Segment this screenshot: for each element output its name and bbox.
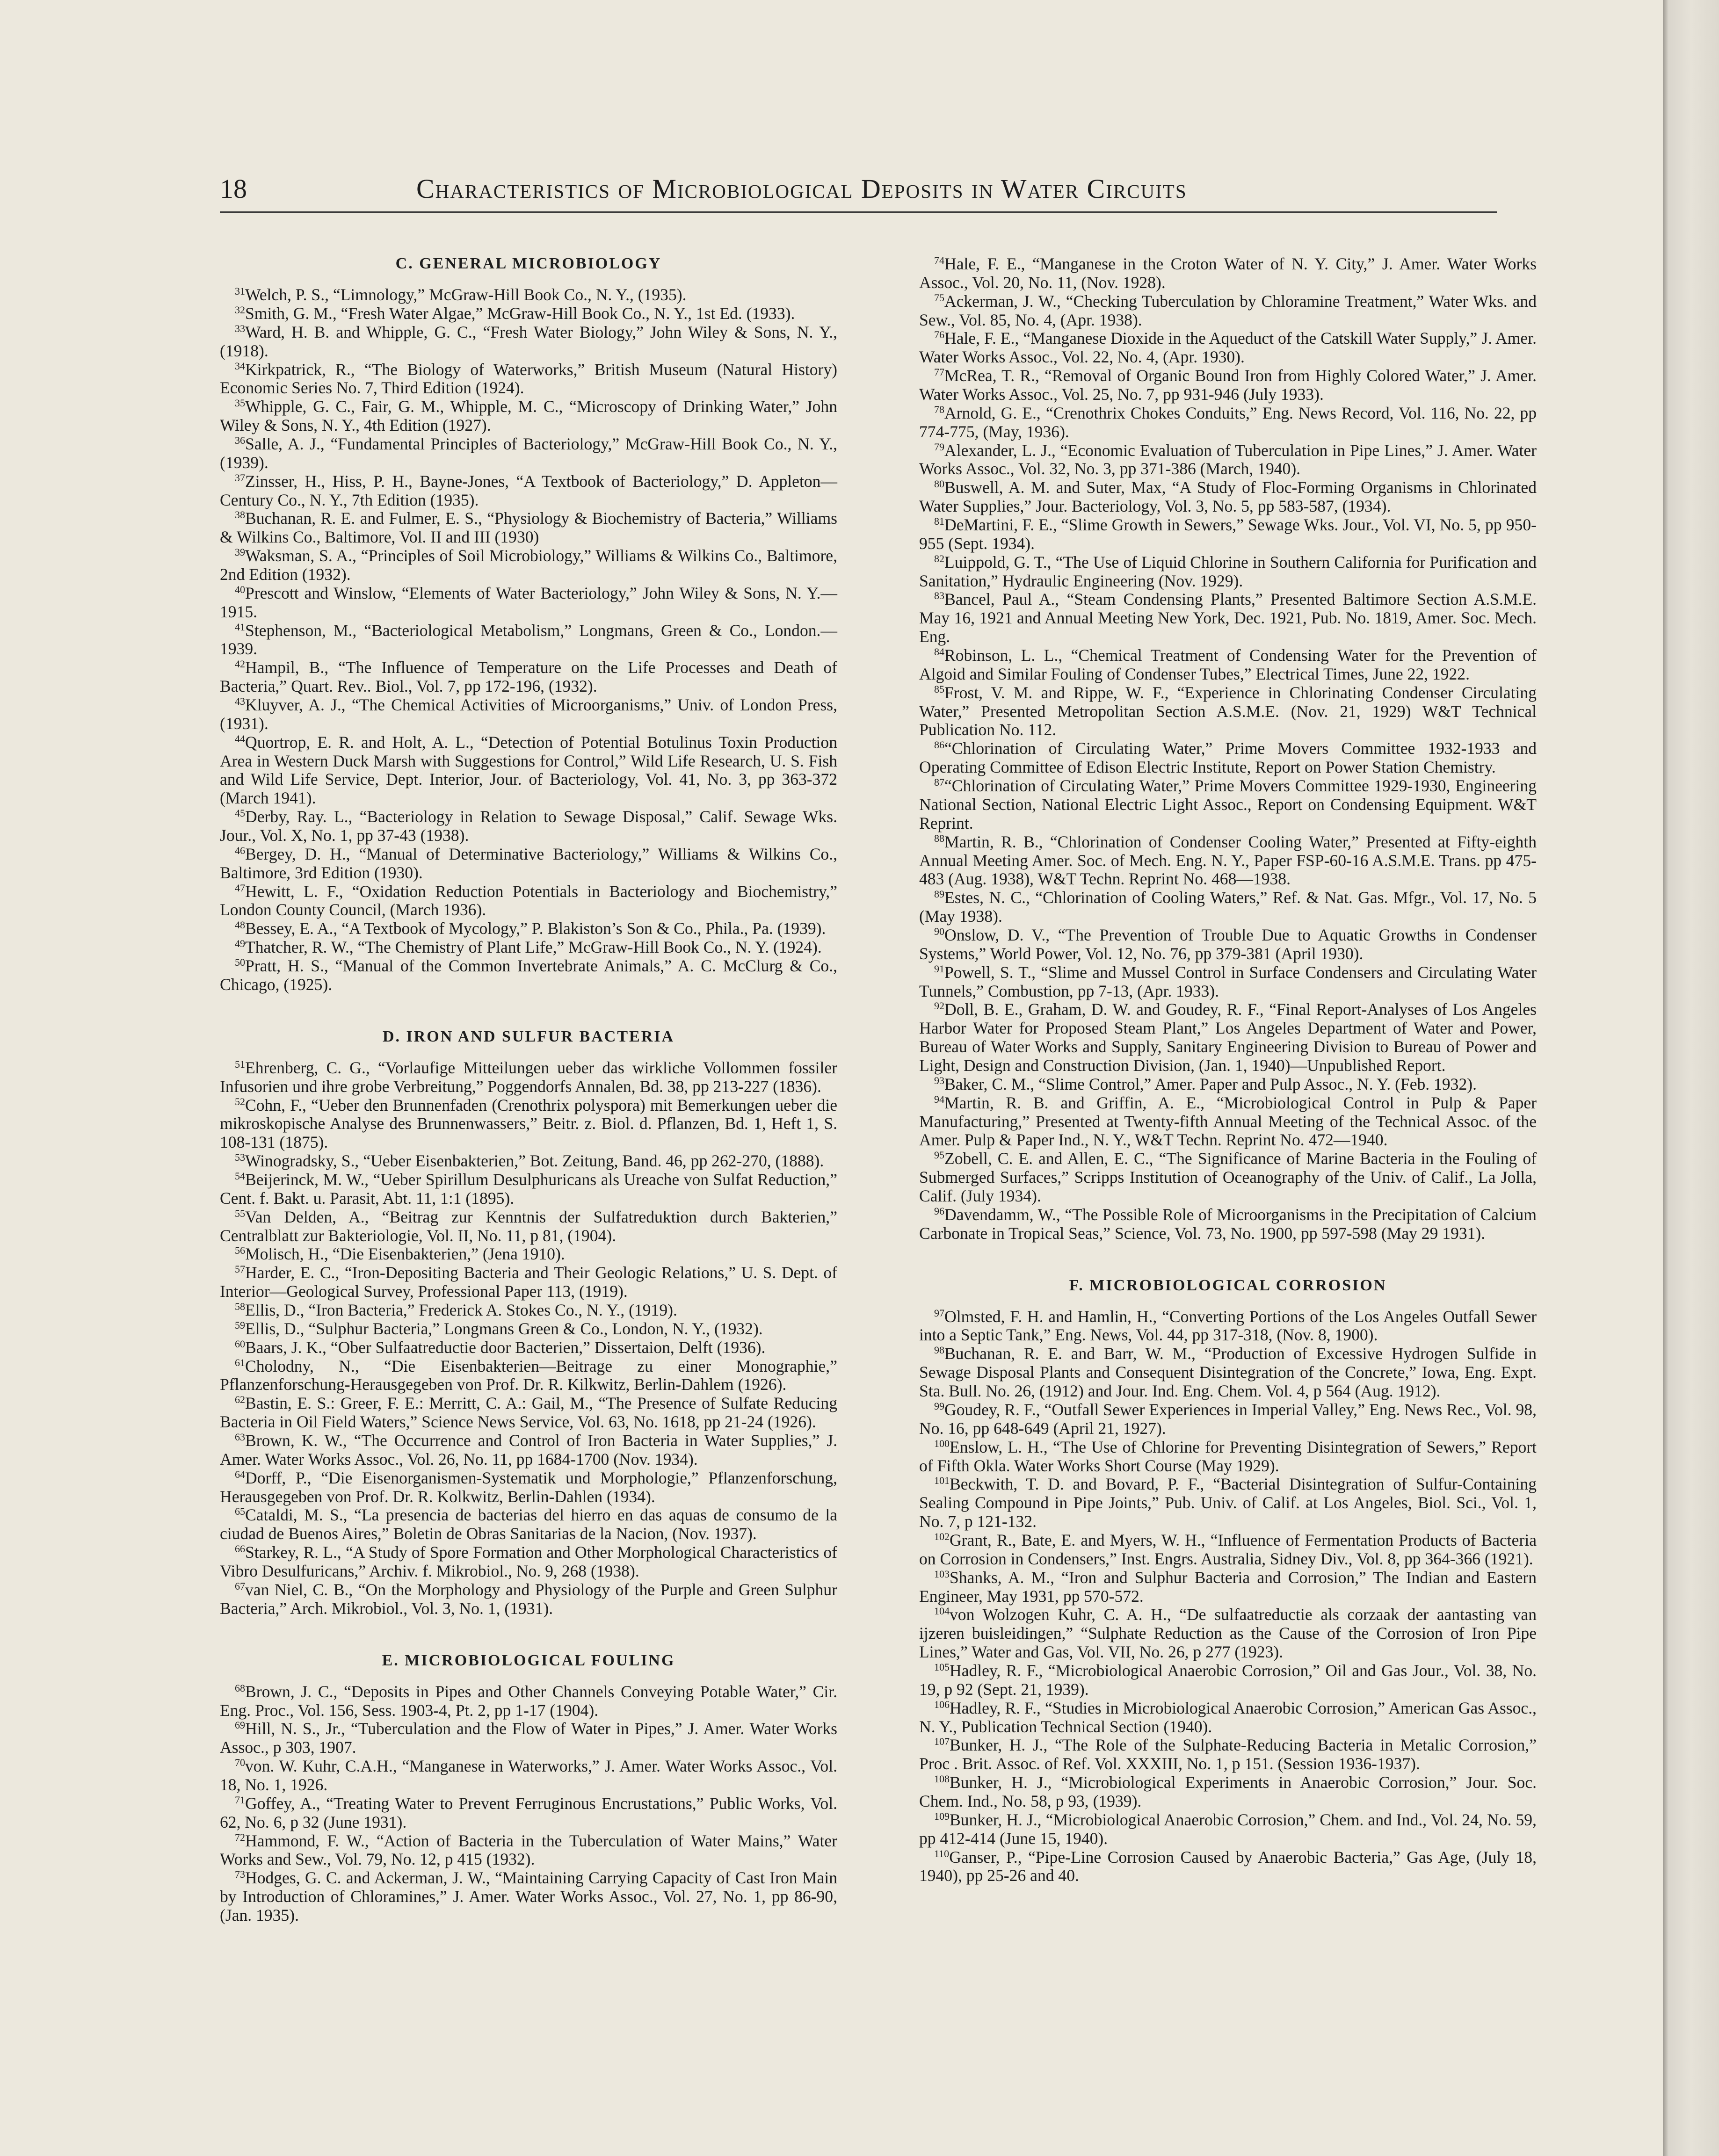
reference-number: 104 [934, 1605, 950, 1617]
reference-text: Hale, F. E., “Manganese Dioxide in the Aqueduct of the Catskill Water Supply,” J. Amer. Water Works Assoc., Vol. 22, No. 4, (Apr. 1930). [919, 329, 1537, 367]
reference-number: 36 [235, 434, 245, 446]
reference-number: 60 [235, 1338, 245, 1350]
reference-entry [919, 441, 1537, 479]
reference-number: 82 [934, 552, 944, 564]
reference-text: Powell, S. T., “Slime and Mussel Control in Surface Condensers and Circulating Water Tunnels,” Combustion, pp 7-13, (Apr. 1933). [919, 962, 1537, 1000]
reference-entry [919, 478, 1537, 516]
reference-text: Bunker, H. J., “Microbiological Anaerobic Corrosion,” Chem. and Ind., Vol. 24, No. 59, pp 412-414 (June 15, 1940). [919, 1810, 1537, 1848]
reference-text: Brown, J. C., “Deposits in Pipes and Other Channels Conveying Potable Water,” Cir. Eng. Proc., Vol. 156, Sess. 1903-4, Pt. 2, pp 1-17 (1904). [220, 1682, 837, 1720]
reference-number: 73 [235, 1868, 245, 1881]
reference-text: van Niel, C. B., “On the Morphology and Physiology of the Purple and Green Sulphur Bacteria,” Arch. Mikrobiol., Vol. 3, No. 1, (1931). [220, 1580, 837, 1618]
reference-number: 62 [235, 1394, 245, 1406]
reference-entry [220, 1320, 837, 1338]
reference-number: 110 [934, 1847, 950, 1859]
reference-number: 103 [934, 1568, 950, 1580]
reference-entry [220, 584, 837, 622]
reference-text: Prescott and Winslow, “Elements of Water Bacteriology,” John Wiley & Sons, N. Y.—1915. [220, 583, 837, 621]
section-title: F. MICROBIOLOGICAL CORROSION [1069, 1276, 1387, 1294]
reference-entry [919, 553, 1537, 591]
reference-number: 76 [934, 329, 944, 341]
reference-text: Bastin, E. S.: Greer, F. E.: Merritt, C. A.: Gail, M., “The Presence of Sulfate Reducing Bacteria in Oil Field Waters,” Science News Service, Vol. 63, No. 1618, pp 21-24 (1926). [220, 1394, 837, 1432]
reference-number: 90 [934, 925, 944, 937]
reference-entry [919, 1531, 1537, 1569]
reference-text: Welch, P. S., “Limnology,” McGraw-Hill Book Co., N. Y., (1935). [245, 285, 687, 304]
reference-number: 59 [235, 1319, 245, 1331]
reference-text: Pratt, H. S., “Manual of the Common Invertebrate Animals,” A. C. McClurg & Co., Chicago, (1925). [220, 956, 837, 994]
reference-text: Grant, R., Bate, E. and Myers, W. H., “Influence of Fermentation Products of Bacteria on Corrosion in Condensers,” Inst. Engrs. Australia, Sidney Div., Vol. 8, pp 364-366 (1921). [919, 1530, 1537, 1568]
reference-entry [919, 777, 1537, 833]
reference-number: 107 [934, 1736, 950, 1748]
reference-number: 32 [235, 304, 245, 316]
reference-text: Ellis, D., “Iron Bacteria,” Frederick A. Stokes Co., N. Y., (1919). [245, 1300, 677, 1319]
reference-number: 99 [934, 1400, 944, 1412]
reference-number: 93 [934, 1074, 944, 1086]
reference-text: Ackerman, J. W., “Checking Tuberculation by Chloramine Treatment,” Water Wks. and Sew., Vol. 85, No. 4, (Apr. 1938). [919, 291, 1537, 329]
reference-text: Frost, V. M. and Rippe, W. F., “Experience in Chlorinating Condenser Circulating Water,” Presented Metropolitan Section A.S.M.E. (Nov. 21, 1929) W&T Technical Publication No. 112. [919, 683, 1537, 739]
reference-text: DeMartini, F. E., “Slime Growth in Sewers,” Sewage Wks. Jour., Vol. VI, No. 5, pp 950-955 (Sept. 1934). [919, 515, 1537, 553]
reference-entry [220, 1301, 837, 1320]
reference-number: 39 [235, 546, 245, 558]
reference-text: Cataldi, M. S., “La presencia de bacterias del hierro en das aquas de consumo de la ciudad de Buenos Aires,” Boletin de Obras Sanitarias de la Nacion, (Nov. 1937). [220, 1505, 837, 1543]
reference-text: Salle, A. J., “Fundamental Principles of Bacteriology,” McGraw-Hill Book Co., N. Y., (1939). [220, 434, 837, 472]
reference-entry [919, 367, 1537, 404]
reference-number: 69 [235, 1719, 245, 1731]
reference-entry [220, 1581, 837, 1618]
reference-text: Cohn, F., “Ueber den Brunnenfaden (Crenothrix polyspora) mit Bemerkungen ueber die mikroskopische Analyse des Brunnenwassers,” Beitr. z. Biol. d. Pflanzen, Bd. 1, Heft 1, S. 108-131 (1875). [220, 1095, 837, 1152]
reference-text: Hadley, R. F., “Microbiological Anaerobic Corrosion,” Oil and Gas Jour., Vol. 38, No. 19, p 92 (Sept. 21, 1939). [919, 1661, 1537, 1699]
reference-entry [919, 889, 1537, 926]
reference-text: Hale, F. E., “Manganese in the Croton Water of N. Y. City,” J. Amer. Water Works Assoc., Vol. 20, No. 11, (Nov. 1928). [919, 254, 1537, 292]
reference-number: 56 [235, 1244, 245, 1257]
page-header [220, 169, 1497, 213]
reference-entry [919, 684, 1537, 740]
reference-number: 71 [235, 1794, 245, 1806]
reference-number: 42 [235, 658, 245, 670]
reference-number: 70 [235, 1757, 245, 1769]
reference-text: Derby, Ray. L., “Bacteriology in Relation to Sewage Disposal,” Calif. Sewage Wks. Jour., Vol. X, No. 1, pp 37-43 (1938). [220, 807, 837, 845]
reference-number: 80 [934, 478, 944, 490]
reference-text: Davendamm, W., “The Possible Role of Microorganisms in the Precipitation of Calcium Carbonate in Tropical Seas,” Science, Vol. 73, No. 1900, pp 597-598 (May 29 1931). [919, 1205, 1537, 1243]
reference-number: 33 [235, 322, 245, 334]
reference-number: 66 [235, 1543, 245, 1555]
reference-number: 84 [934, 646, 944, 658]
reference-text: Hammond, F. W., “Action of Bacteria in the Tuberculation of Water Mains,” Water Works and Sew., Vol. 79, No. 12, p 415 (1932). [220, 1831, 837, 1869]
reference-entry [919, 1699, 1537, 1736]
reference-entry [220, 658, 837, 696]
reference-entry [919, 1345, 1537, 1401]
reference-number: 86 [934, 739, 944, 751]
reference-text: Quortrop, E. R. and Holt, A. L., “Detection of Potential Botulinus Toxin Production Area in Western Duck Marsh with Suggestions for Control,” Wild Life Research, U. S. Fish and Wild Life Service, Dept. Interior, Jour. of Bacteriology, Vol. 41, No. 3, pp 363-372 (March 1941). [220, 732, 837, 808]
reference-entry [919, 1150, 1537, 1206]
reference-number: 88 [934, 832, 944, 844]
reference-text: Hodges, G. C. and Ackerman, J. W., “Maintaining Carrying Capacity of Cast Iron Main by Introduction of Chloramines,” J. Amer. Water Works Assoc., Vol. 27, No. 1, pp 86-90, (Jan. 1935). [220, 1868, 837, 1924]
reference-number: 79 [934, 441, 944, 453]
reference-entry [220, 286, 837, 304]
reference-number: 31 [235, 285, 245, 297]
page-number: 18 [220, 174, 247, 204]
reference-number: 85 [934, 683, 944, 695]
reference-text: Kluyver, A. J., “The Chemical Activities of Microorganisms,” Univ. of London Press, (1931). [220, 695, 837, 733]
reference-entry [220, 622, 837, 659]
reference-entry [919, 1475, 1537, 1531]
reference-entry [919, 926, 1537, 963]
reference-text: Molisch, H., “Die Eisenbakterien,” (Jena 1910). [245, 1244, 565, 1264]
reference-entry [220, 808, 837, 845]
reference-number: 94 [934, 1093, 944, 1105]
reference-text: Kirkpatrick, R., “The Biology of Waterworks,” British Museum (Natural History) Economic Series No. 7, Third Edition (1924). [220, 360, 837, 398]
reference-entry [220, 1506, 837, 1543]
reference-number: 75 [934, 291, 944, 304]
reference-entry [919, 1094, 1537, 1150]
reference-text: Arnold, G. E., “Crenothrix Chokes Conduits,” Eng. News Record, Vol. 116, No. 22, pp 774-775, (May, 1936). [919, 403, 1537, 441]
reference-entry [220, 1469, 837, 1506]
reference-number: 58 [235, 1300, 245, 1312]
reference-number: 63 [235, 1431, 245, 1443]
reference-text: Buchanan, R. E. and Fulmer, E. S., “Physiology & Biochemistry of Bacteria,” Williams & Wilkins Co., Baltimore, Vol. II and III (1930) [220, 509, 837, 547]
reference-text: Whipple, G. C., Fair, G. M., Whipple, M. C., “Microscopy of Drinking Water,” John Wiley & Sons, N. Y., 4th Edition (1927). [220, 397, 837, 435]
reference-number: 72 [235, 1831, 245, 1843]
reference-text: Harder, E. C., “Iron-Depositing Bacteria and Their Geologic Relations,” U. S. Dept. of Interior—Geological Survey, Professional Paper 113, (1919). [220, 1263, 837, 1301]
reference-number: 83 [934, 590, 944, 602]
reference-text: Hill, N. S., Jr., “Tuberculation and the Flow of Water in Pipes,” J. Amer. Water Works Assoc., p 303, 1907. [220, 1719, 837, 1757]
reference-entry [919, 1075, 1537, 1094]
reference-number: 91 [934, 962, 944, 975]
reference-number: 50 [235, 956, 245, 969]
reference-entry [220, 1869, 837, 1925]
reference-entry [919, 1773, 1537, 1811]
reference-number: 49 [235, 938, 245, 950]
reference-entry [919, 833, 1537, 889]
reference-number: 45 [235, 807, 245, 819]
reference-number: 35 [235, 397, 245, 409]
reference-entry [919, 292, 1537, 330]
reference-number: 43 [235, 695, 245, 707]
reference-number: 65 [235, 1505, 245, 1518]
reference-text: Hadley, R. F., “Studies in Microbiological Anaerobic Corrosion,” American Gas Assoc., N. Y., Publication Technical Section (1940). [919, 1698, 1537, 1736]
reference-entry [919, 1308, 1537, 1345]
reference-entry [220, 1757, 837, 1794]
reference-entry [919, 963, 1537, 1001]
reference-text: Bancel, Paul A., “Steam Condensing Plants,” Presented Baltimore Section A.S.M.E. May 16, 1921 and Annual Meeting New York, Dec. 1921, Pub. No. 1819, Amer. Soc. Mech. Eng. [919, 590, 1537, 646]
reference-number: 105 [934, 1661, 950, 1673]
reference-text: “Chlorination of Circulating Water,” Prime Movers Committee 1929-1930, Engineering National Section, National Electric Light Assoc., Report on Condensing Equipment. W&T Reprint. [919, 776, 1537, 832]
section-title: E. MICROBIOLOGICAL FOULING [382, 1651, 675, 1669]
reference-entry [220, 1543, 837, 1581]
reference-text: “Chlorination of Circulating Water,” Prime Movers Committee 1932-1933 and Operating Committee of Edison Electric Institute, Report on Power Station Chemistry. [919, 739, 1537, 777]
reference-number: 87 [934, 776, 944, 789]
reference-entry [220, 919, 837, 938]
reference-text: Stephenson, M., “Bacteriological Metabolism,” Longmans, Green & Co., London.—1939. [220, 621, 837, 658]
left-column [220, 255, 837, 1925]
reference-text: McRea, T. R., “Removal of Organic Bound Iron from Highly Colored Water,” J. Amer. Water Works Assoc., Vol. 25, No. 7, pp 931-946 (July 1933). [919, 366, 1537, 404]
running-title: Characteristics of Microbiological Deposits in Water Circuits [416, 174, 1187, 204]
reference-entry [220, 547, 837, 584]
reference-number: 108 [934, 1773, 950, 1785]
reference-entry [220, 1059, 837, 1096]
reference-number: 55 [235, 1207, 245, 1219]
reference-entry [220, 323, 837, 361]
section-title: D. IRON AND SULFUR BACTERIA [382, 1027, 675, 1045]
reference-entry [220, 1338, 837, 1357]
reference-entry [919, 1811, 1537, 1848]
reference-text: Thatcher, R. W., “The Chemistry of Plant Life,” McGraw-Hill Book Co., N. Y. (1924). [245, 938, 822, 957]
reference-number: 96 [934, 1205, 944, 1217]
reference-entry [220, 435, 837, 472]
reference-entry [220, 938, 837, 957]
reference-number: 47 [235, 882, 245, 894]
reference-number: 106 [934, 1698, 950, 1710]
reference-entry [919, 1206, 1537, 1243]
reference-text: Winogradsky, S., “Ueber Eisenbakterien,” Bot. Zeitung, Band. 46, pp 262-270, (1888). [245, 1151, 824, 1171]
reference-entry [220, 1394, 837, 1432]
reference-entry [919, 329, 1537, 367]
reference-entry [220, 361, 837, 398]
reference-text: Ganser, P., “Pipe-Line Corrosion Caused by Anaerobic Bacteria,” Gas Age, (July 18, 1940), pp 25-26 and 40. [919, 1847, 1537, 1885]
reference-number: 68 [235, 1682, 245, 1694]
reference-number: 92 [934, 1000, 944, 1012]
reference-number: 89 [934, 888, 944, 900]
reference-entry [919, 404, 1537, 441]
reference-text: Ellis, D., “Sulphur Bacteria,” Longmans Green & Co., London, N. Y., (1932). [245, 1319, 763, 1338]
reference-text: Cholodny, N., “Die Eisenbakterien—Beitrage zu einer Monographie,” Pflanzenforschung-Herausgegeben von Prof. Dr. R. Kilkwitz, Berlin-Dahlem (1926). [220, 1356, 837, 1394]
reference-number: 78 [934, 403, 944, 415]
reference-text: Buswell, A. M. and Suter, Max, “A Study of Floc-Forming Organisms in Chlorinated Water Supplies,” Jour. Bacteriology, Vol. 3, No. 5, pp 583-587, (1934). [919, 478, 1537, 516]
reference-number: 41 [235, 621, 245, 633]
reference-text: Van Delden, A., “Beitrag zur Kenntnis der Sulfatreduktion durch Bakterien,” Centralblatt zur Bakteriologie, Vol. II, No. 11, p 81, (1904). [220, 1207, 837, 1245]
reference-entry [919, 590, 1537, 646]
reference-text: Brown, K. W., “The Occurrence and Control of Iron Bacteria in Water Supplies,” J. Amer. Water Works Assoc., Vol. 26, No. 11, pp 1684-1700 (Nov. 1934). [220, 1431, 837, 1469]
reference-entry [220, 1245, 837, 1264]
reference-entry [220, 509, 837, 547]
reference-number: 74 [934, 254, 944, 266]
reference-entry [220, 883, 837, 920]
reference-entry [220, 957, 837, 994]
reference-text: Starkey, R. L., “A Study of Spore Formation and Other Morphological Characteristics of Vibro Desulfuricans,” Archiv. f. Mikrobiol., No. 9, 268 (1938). [220, 1543, 837, 1581]
reference-entry [220, 733, 837, 808]
reference-text: Enslow, L. H., “The Use of Chlorine for Preventing Disintegration of Sewers,” Report of Fifth Okla. Water Works Short Course (May 1929). [919, 1437, 1537, 1475]
reference-entry [919, 516, 1537, 553]
reference-entry [220, 1208, 837, 1245]
reference-entry [919, 255, 1537, 292]
reference-number: 51 [235, 1058, 245, 1070]
reference-number: 67 [235, 1580, 245, 1592]
reference-entry [220, 398, 837, 435]
reference-text: Buchanan, R. E. and Barr, W. M., “Production of Excessive Hydrogen Sulfide in Sewage Disposal Plants and Consequent Disintegration of the Concrete,” Iowa, Eng. Expt. Sta. Bull. No. 26, (1912) and Jour. Ind. Eng. Chem. Vol. 4, p 564 (Aug. 1912). [919, 1344, 1537, 1401]
reference-entry [919, 1848, 1537, 1886]
reference-number: 102 [934, 1530, 950, 1542]
reference-number: 101 [934, 1475, 950, 1487]
reference-text: Alexander, L. J., “Economic Evaluation of Tuberculation in Pipe Lines,” J. Amer. Water Works Assoc., Vol. 32, No. 3, pp 371-386 (March, 1940). [919, 441, 1537, 478]
reference-number: 77 [934, 366, 944, 378]
reference-text: Hewitt, L. F., “Oxidation Reduction Potentials in Bacteriology and Biochemistry,” London County Council, (March 1936). [220, 882, 837, 919]
reference-text: Estes, N. C., “Chlorination of Cooling Waters,” Ref. & Nat. Gas. Mfgr., Vol. 17, No. 5 (May 1938). [919, 888, 1537, 926]
reference-entry [919, 1736, 1537, 1773]
reference-entry [919, 739, 1537, 777]
reference-text: Olmsted, F. H. and Hamlin, H., “Converting Portions of the Los Angeles Outfall Sewer into a Septic Tank,” Eng. News, Vol. 44, pp 317-318, (Nov. 8, 1900). [919, 1307, 1537, 1345]
reference-text: Robinson, L. L., “Chemical Treatment of Condensing Water for the Prevention of Algoid and Similar Fouling of Condenser Tubes,” Electrical Times, June 22, 1922. [919, 646, 1537, 683]
reference-text: Goudey, R. F., “Outfall Sewer Experiences in Imperial Valley,” Eng. News Rec., Vol. 98, No. 16, pp 648-649 (April 21, 1927). [919, 1400, 1537, 1438]
reference-entry [919, 1569, 1537, 1606]
reference-text: Zinsser, H., Hiss, P. H., Bayne-Jones, “A Textbook of Bacteriology,” D. Appleton—Century Co., N. Y., 7th Edition (1935). [220, 471, 837, 509]
reference-number: 100 [934, 1437, 950, 1449]
reference-number: 64 [235, 1468, 245, 1480]
reference-entry [220, 1720, 837, 1757]
reference-entry [220, 1357, 837, 1395]
reference-text: Bunker, H. J., “The Role of the Sulphate-Reducing Bacteria in Metalic Corrosion,” Proc . Brit. Assoc. of Ref. Vol. XXXIII, No. 1, p 151. (Session 1936-1937). [919, 1736, 1537, 1773]
reference-entry [919, 1606, 1537, 1662]
facing-page-edge [1663, 0, 1719, 2156]
reference-entry [919, 646, 1537, 684]
reference-number: 97 [934, 1307, 944, 1319]
reference-text: Doll, B. E., Graham, D. W. and Goudey, R. F., “Final Report-Analyses of Los Angeles Harbor Water for Proposed Steam Plant,” Los Angeles Department of Water and Power, Bureau of Water Works and Supply, Sanitary Engineering Division to Bureau of Power and Light, Design and Construction Division, (Jan. 1, 1940)—Unpublished Report. [919, 1000, 1537, 1075]
reference-number: 44 [235, 732, 245, 745]
right-column [919, 255, 1537, 1885]
reference-entry [220, 845, 837, 883]
reference-entry [220, 1683, 837, 1720]
reference-number: 48 [235, 919, 245, 931]
reference-number: 98 [934, 1344, 944, 1356]
reference-text: Martin, R. B. and Griffin, A. E., “Microbiological Control in Pulp & Paper Manufacturing,” Presented at Twenty-fifth Annual Meeting of the Technical Assoc. of the Amer. Pulp & Paper Ind., N. Y., W&T Techn. Reprint No. 472—1940. [919, 1093, 1537, 1150]
reference-text: Ehrenberg, C. G., “Vorlaufige Mitteilungen ueber das wirkliche Vollommen fossiler Infusorien und ihre grobe Verbreitung,” Poggendorfs Annalen, Bd. 38, pp 213-227 (1836). [220, 1058, 837, 1096]
reference-text: Luippold, G. T., “The Use of Liquid Chlorine in Southern California for Purification and Sanitation,” Hydraulic Engineering (Nov. 1929). [919, 552, 1537, 590]
reference-text: Smith, G. M., “Fresh Water Algae,” McGraw-Hill Book Co., N. Y., 1st Ed. (1933). [245, 304, 795, 323]
reference-number: 61 [235, 1356, 245, 1368]
reference-text: von. W. Kuhr, C.A.H., “Manganese in Waterworks,” J. Amer. Water Works Assoc., Vol. 18, No. 1, 1926. [220, 1757, 837, 1794]
reference-entry [220, 304, 837, 323]
reference-number: 95 [934, 1149, 944, 1161]
reference-entry [220, 472, 837, 510]
reference-text: Onslow, D. V., “The Prevention of Trouble Due to Aquatic Growths in Condenser Systems,” World Power, Vol. 12, No. 76, pp 379-381 (April 1930). [919, 925, 1537, 963]
reference-number: 34 [235, 360, 245, 372]
reference-number: 54 [235, 1170, 245, 1182]
reference-entry [919, 1662, 1537, 1699]
reference-number: 40 [235, 583, 245, 595]
reference-text: Bessey, E. A., “A Textbook of Mycology,” P. Blakiston’s Son & Co., Phila., Pa. (1939). [245, 919, 826, 938]
reference-text: Baker, C. M., “Slime Control,” Amer. Paper and Pulp Assoc., N. Y. (Feb. 1932). [944, 1074, 1477, 1093]
reference-entry [220, 1794, 837, 1832]
reference-text: Beijerinck, M. W., “Ueber Spirillum Desulphuricans als Ureache von Sulfat Reduction,” Cent. f. Bakt. u. Parasit, Abt. 11, 1:1 (1895). [220, 1170, 837, 1208]
reference-number: 53 [235, 1151, 245, 1164]
reference-text: Zobell, C. E. and Allen, E. C., “The Significance of Marine Bacteria in the Fouling of Submerged Surfaces,” Scripps Institution of Oceanography of the Univ. of Calif., La Jolla, Calif. (July 1934). [919, 1149, 1537, 1205]
reference-text: Beckwith, T. D. and Bovard, P. F., “Bacterial Disintegration of Sulfur-Containing Sealing Compound in Pipe Joints,” Pub. Univ. of Calif. at Los Angeles, Biol. Sci., Vol. 1, No. 7, p 121-132. [919, 1475, 1537, 1531]
reference-text: Waksman, S. A., “Principles of Soil Microbiology,” Williams & Wilkins Co., Baltimore, 2nd Edition (1932). [220, 546, 837, 584]
reference-number: 52 [235, 1095, 245, 1107]
reference-text: Goffey, A., “Treating Water to Prevent Ferruginous Encrustations,” Public Works, Vol. 62, No. 6, p 32 (June 1931). [220, 1794, 837, 1831]
reference-entry [919, 1000, 1537, 1075]
reference-text: von Wolzogen Kuhr, C. A. H., “De sulfaatreductie als corzaak der aantasting van ijzeren buisleidingen,” “Sulphate Reduction as the Cause of the Corrosion of Iron Pipe Lines,” Water and Gas, Vol. VII, No. 26, p 277 (1923). [919, 1605, 1537, 1662]
reference-text: Bergey, D. H., “Manual of Determinative Bacteriology,” Williams & Wilkins Co., Baltimore, 3rd Edition (1930). [220, 844, 837, 882]
reference-text: Dorff, P., “Die Eisenorganismen-Systematik und Morphologie,” Pflanzenforschung, Herausgegeben von Prof. Dr. R. Kolkwitz, Berlin-Dahlen (1934). [220, 1468, 837, 1506]
reference-entry [220, 1432, 837, 1469]
reference-entry [919, 1401, 1537, 1438]
reference-number: 81 [934, 515, 944, 528]
reference-entry [220, 696, 837, 733]
reference-text: Ward, H. B. and Whipple, G. C., “Fresh Water Biology,” John Wiley & Sons, N. Y., (1918). [220, 322, 837, 360]
reference-entry [220, 1171, 837, 1208]
reference-text: Bunker, H. J., “Microbiological Experiments in Anaerobic Corrosion,” Jour. Soc. Chem. Ind., No. 58, p 93, (1939). [919, 1773, 1537, 1810]
reference-number: 46 [235, 844, 245, 856]
reference-text: Baars, J. K., “Ober Sulfaatreductie door Bacterien,” Dissertaion, Delft (1936). [245, 1338, 766, 1357]
reference-number: 57 [235, 1263, 245, 1275]
reference-entry [220, 1832, 837, 1869]
section-title: C. GENERAL MICROBIOLOGY [395, 255, 662, 272]
reference-text: Shanks, A. M., “Iron and Sulphur Bacteria and Corrosion,” The Indian and Eastern Engineer, May 1931, pp 570-572. [919, 1568, 1537, 1606]
reference-entry [220, 1264, 837, 1301]
reference-entry [220, 1096, 837, 1152]
reference-number: 38 [235, 509, 245, 521]
reference-text: Hampil, B., “The Influence of Temperature on the Life Processes and Death of Bacteria,” Quart. Rev.. Biol., Vol. 7, pp 172-196, (1932). [220, 658, 837, 696]
reference-number: 37 [235, 471, 245, 484]
reference-entry [220, 1152, 837, 1171]
reference-number: 109 [934, 1810, 950, 1822]
reference-text: Martin, R. B., “Chlorination of Condenser Cooling Water,” Presented at Fifty-eighth Annual Meeting Amer. Soc. of Mech. Eng. N. Y., Paper FSP-60-16 A.S.M.E. Trans. pp 475-483 (Aug. 1938), W&T Techn. Reprint No. 468—1938. [919, 832, 1537, 889]
reference-entry [919, 1438, 1537, 1476]
